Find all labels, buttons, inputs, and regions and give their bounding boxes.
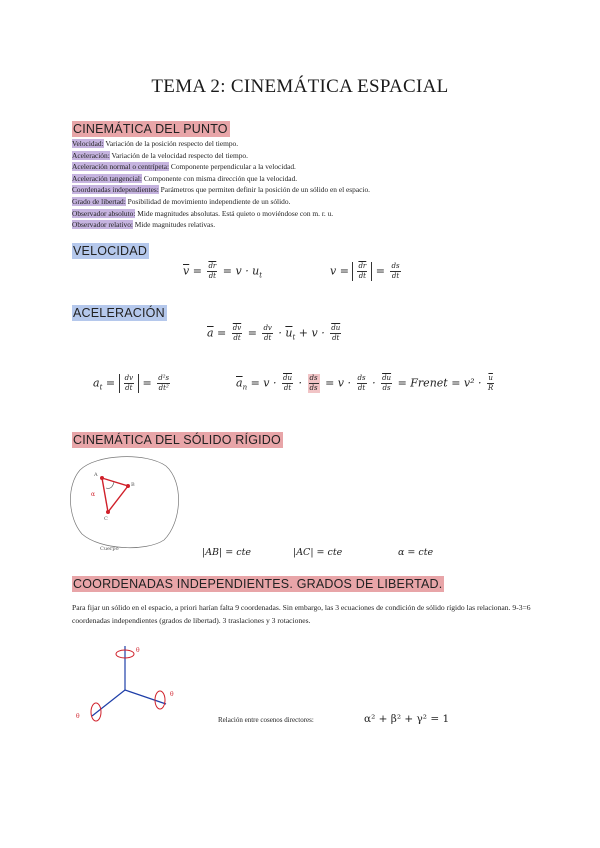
rigid-body-diagram — [66, 452, 186, 552]
section-header-velocidad: VELOCIDAD — [73, 244, 148, 258]
condition-alpha: α = cte — [398, 547, 434, 558]
definition-item: Aceleración: Variación de la velocidad respecto del tiempo. — [72, 150, 248, 160]
label-theta-y: θ — [170, 691, 174, 698]
point-b — [126, 484, 130, 488]
cosenos-formula: α² + β² + γ² = 1 — [364, 713, 450, 725]
definition-item: Coordenadas independientes: Parámetros que permiten definir la posición de un sólido en el espacio. — [72, 185, 371, 195]
definition-item: Velocidad: Variación de la posición respecto del tiempo. — [72, 139, 239, 148]
section-header-aceleracion: ACELERACIÓN — [73, 306, 165, 320]
definition-item: Observador relativo: Mide magnitudes relativas. — [72, 220, 216, 230]
definition-item: Grado de libertad: Posibilidad de movimiento independiente de un sólido. — [72, 196, 291, 206]
rotation-x — [91, 703, 101, 721]
label-alpha: α — [91, 491, 96, 498]
point-c — [106, 510, 110, 514]
angle-arc — [106, 482, 114, 488]
paragraph-grados-libertad: Para fijar un sólido en el espacio, a priori harían falta 9 coordenadas. Sin embargo, las 3 ecuaciones de condición de sólido rígido las relacionan. 9-3=6 coordenadas independientes (grados de libertad). 3 traslaciones y 3 rotaciones. — [72, 603, 531, 625]
segment-ac — [102, 478, 108, 512]
section-header-punto: CINEMÁTICA DEL PUNTO — [73, 122, 228, 136]
point-a — [100, 476, 104, 480]
definitions-list — [72, 138, 370, 231]
cosenos-label: Relación entre cosenos directores: — [218, 716, 314, 724]
body-outline — [70, 457, 178, 548]
label-theta-x: θ — [76, 713, 80, 720]
tangential-acceleration-formula: $a_t$ = $\frac{dv}{dt}$ = $\frac{\text{d²s}}{\text{dt²}}$ — [93, 374, 170, 392]
label-theta-z: θ — [136, 647, 140, 654]
y-axis — [125, 690, 166, 704]
definition-item: Aceleración tangencial: Componente con misma dirección que la velocidad. — [72, 173, 298, 183]
section-header-solido: CINEMÁTICA DEL SÓLIDO RÍGIDO — [73, 433, 281, 447]
condition-ac: |AC| = cte — [293, 547, 343, 558]
label-a: A — [94, 472, 98, 478]
section-header-coordenadas: COORDENADAS INDEPENDIENTES. GRADOS DE LIBERTAD. — [73, 577, 443, 591]
page-title: TEMA 2: CINEMÁTICA ESPACIAL — [151, 76, 449, 97]
label-cuerpo: Cuerpo — [100, 546, 119, 552]
segment-ab — [102, 478, 128, 486]
velocity-formula: $\overline{v}$ = $\frac{\overline{dr}}{dt}$ = $v \cdot u_t$ — [183, 262, 263, 280]
label-b: B — [131, 482, 135, 488]
label-c: C — [104, 516, 108, 522]
normal-acceleration-formula: $\overline{a}_n = v$ · $\frac{\overline{du}}{dt}$ · $\frac{ds}{ds}$ = v · $\frac{ds}{dt}$ · $\frac{\overline{du}}{ds}$ = Frenet = v² · $\frac{\overline{u}}{R}$ — [236, 374, 494, 392]
highlighted-fraction: $\frac{ds}{ds}$ — [309, 374, 318, 392]
definition-item: Observador absoluto: Mide magnitudes absolutas. Está quieto o moviéndose con m. r. u. — [72, 208, 334, 218]
acceleration-formula: $\overline{a}$ = $\frac{\overline{dv}}{dt}$ = $\frac{dv}{dt}$ · $\overline{u}_t + v$ · $\frac{\overline{du}}{dt}$ — [207, 324, 341, 342]
velocity-modulus-formula: v = $\frac{\overline{dr}}{dt}$ = $\frac{ds}{dt}$ — [330, 262, 400, 280]
condition-ab: |AB| = cte — [202, 547, 252, 558]
segment-bc — [108, 486, 128, 512]
axes-rotation-diagram — [70, 640, 190, 730]
rotation-y — [155, 691, 165, 709]
definition-item: Aceleración normal o centrípeta: Componente perpendicular a la velocidad. — [72, 162, 296, 172]
